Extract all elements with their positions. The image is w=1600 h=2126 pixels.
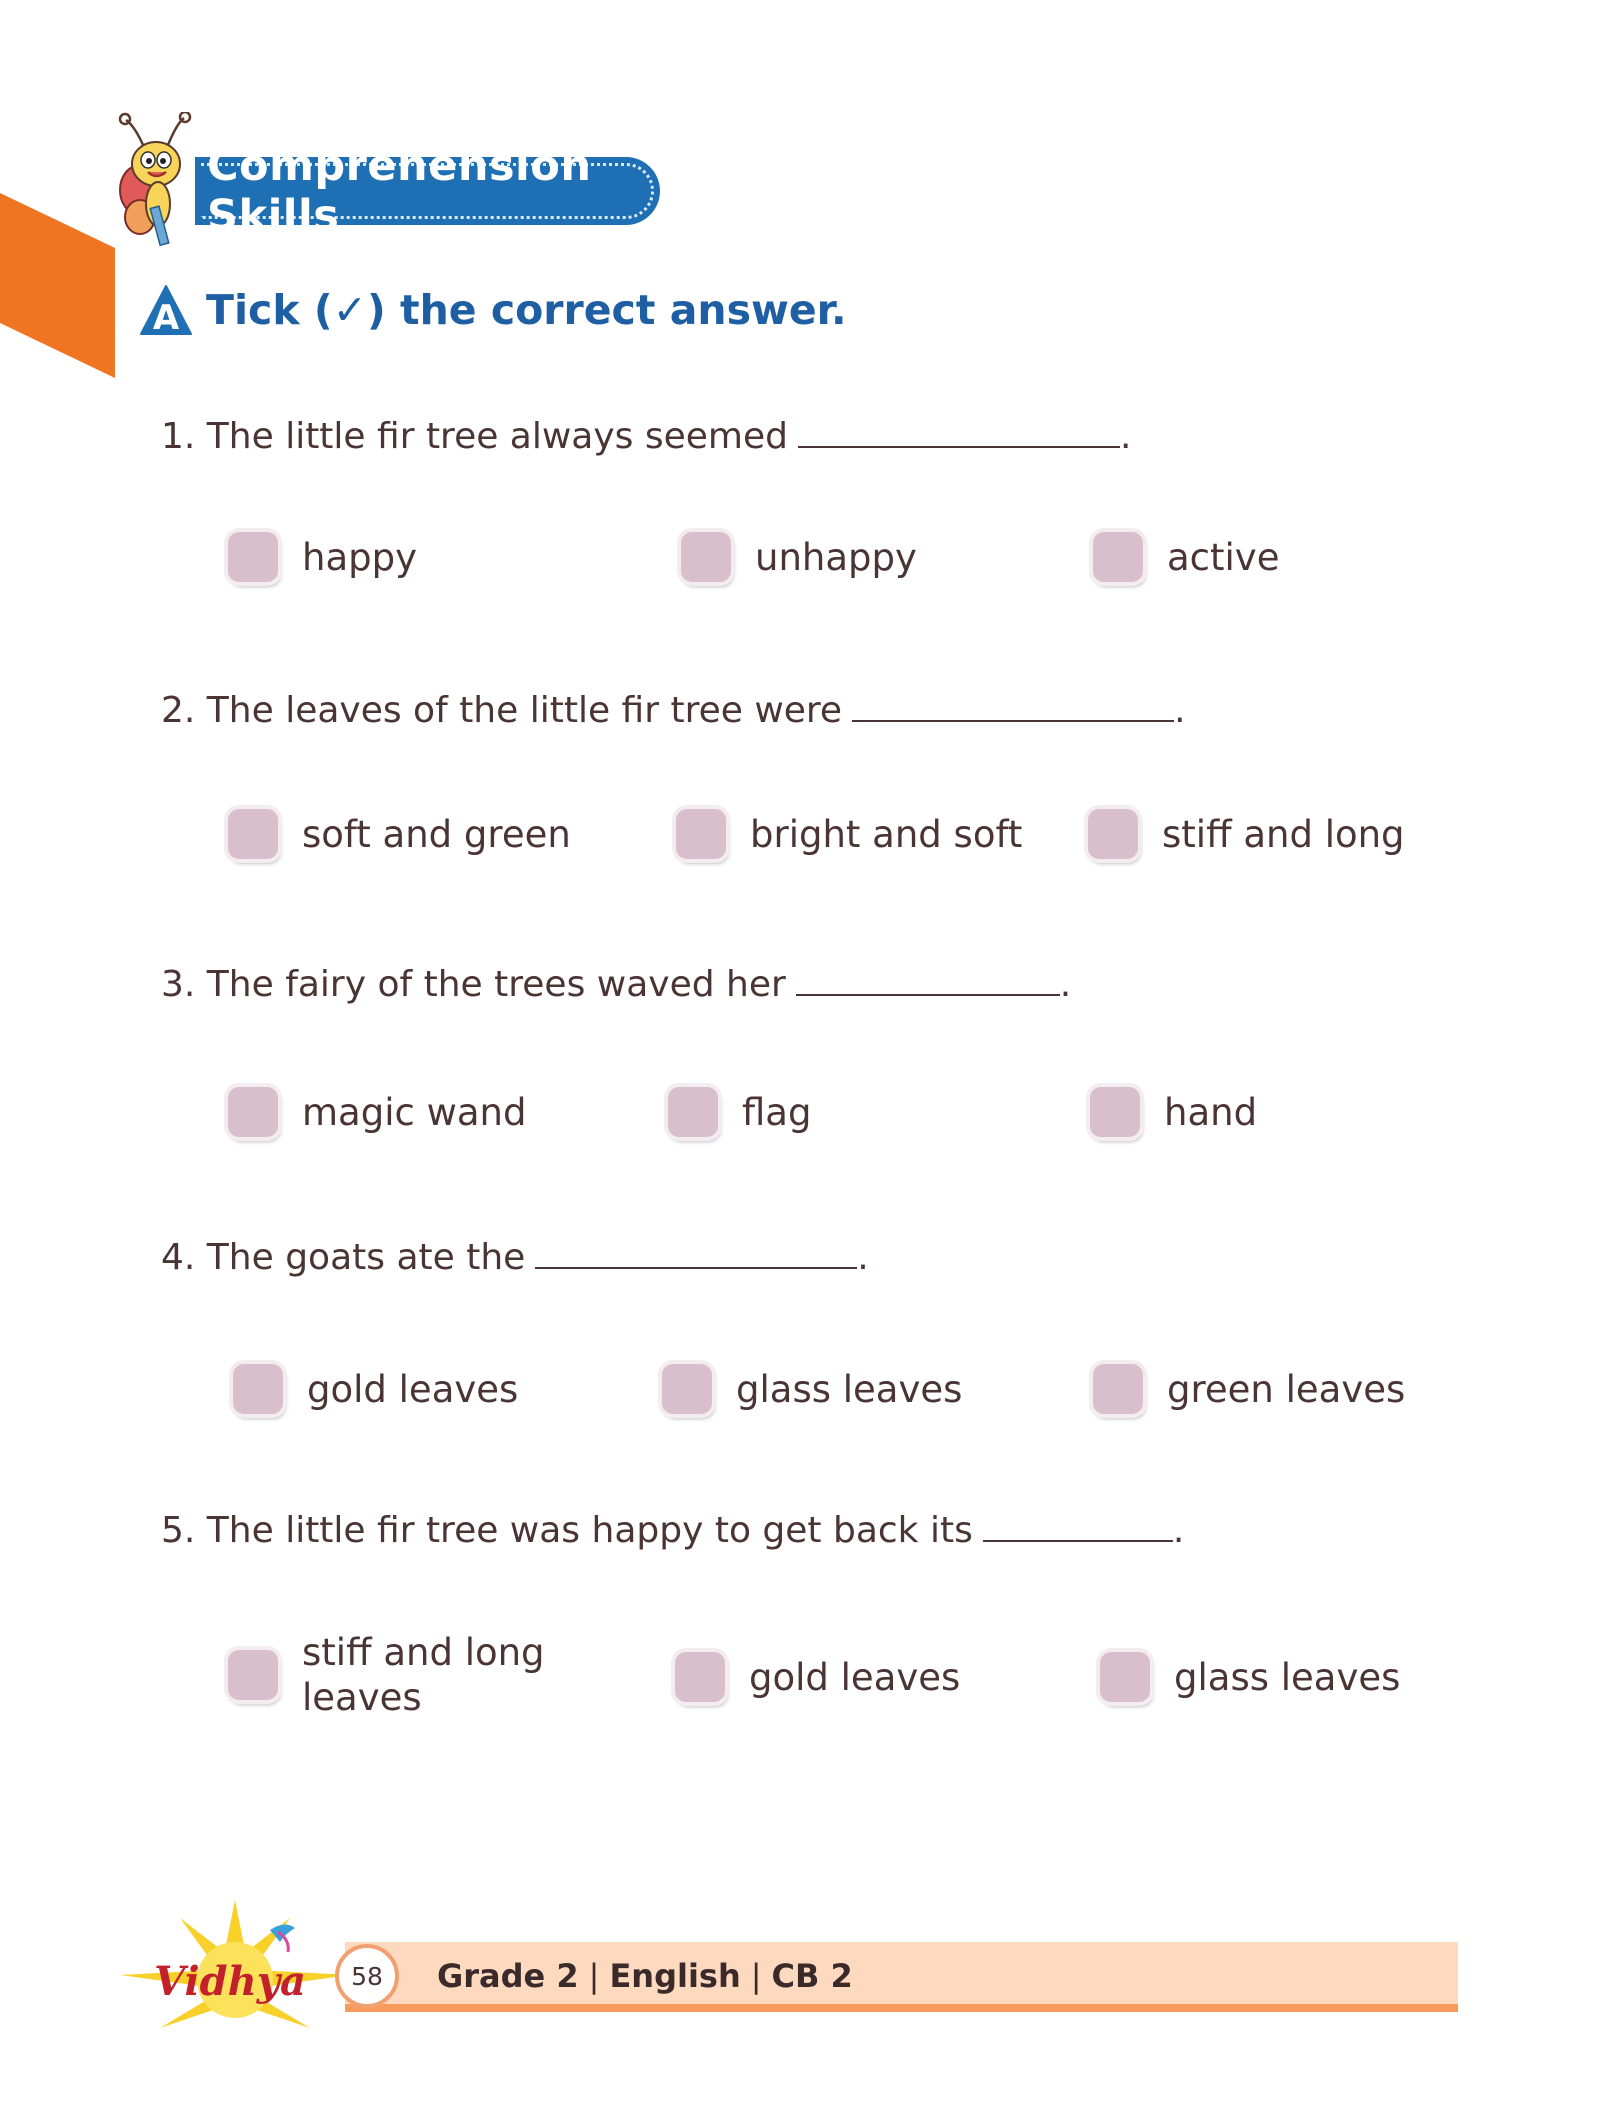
option-label: unhappy — [755, 535, 917, 579]
option-label: gold leaves — [307, 1367, 519, 1411]
option-item[interactable] — [1093, 1364, 1405, 1414]
option-item[interactable] — [676, 809, 1022, 859]
checkbox[interactable] — [1088, 809, 1138, 859]
option-label: bright and soft — [750, 812, 1023, 856]
option-label: soft and green — [302, 812, 571, 856]
instruction-text: Tick (✓) the correct answer. — [206, 286, 847, 334]
question-1: 1. The little fir tree always seemed . — [161, 416, 1132, 457]
option-item[interactable] — [228, 1087, 526, 1137]
question-5: 5. The little fir tree was happy to get back its . — [161, 1510, 1185, 1551]
option-item[interactable] — [668, 1087, 811, 1137]
option-item[interactable] — [675, 1652, 960, 1702]
question-2: 2. The leaves of the little fir tree were . — [161, 690, 1186, 731]
option-item[interactable] — [228, 809, 571, 859]
question-3: 3. The fairy of the trees waved her . — [161, 964, 1072, 1005]
answer-blank — [798, 416, 1120, 448]
option-label: happy — [302, 535, 417, 579]
answer-blank — [983, 1510, 1173, 1542]
question-text: 5. The little fir tree was happy to get back its — [161, 1510, 973, 1551]
checkbox[interactable] — [681, 532, 731, 582]
section-a-heading — [138, 283, 847, 337]
option-label: hand — [1164, 1090, 1258, 1134]
footer-book-info — [437, 1957, 853, 1995]
checkbox[interactable] — [1090, 1087, 1140, 1137]
checkbox[interactable] — [228, 1650, 278, 1700]
checkbox[interactable] — [228, 532, 278, 582]
checkbox[interactable] — [676, 809, 726, 859]
option-item[interactable] — [233, 1364, 518, 1414]
question-text: 4. The goats ate the — [161, 1237, 526, 1278]
option-label: stiff and long leaves — [302, 1631, 545, 1719]
checkbox[interactable] — [233, 1364, 283, 1414]
option-label: gold leaves — [749, 1655, 961, 1699]
checkbox[interactable] — [675, 1652, 725, 1702]
checkbox[interactable] — [668, 1087, 718, 1137]
book-label: CB 2 — [771, 1957, 853, 1995]
option-label: green leaves — [1167, 1367, 1406, 1411]
option-label: flag — [742, 1090, 812, 1134]
orange-side-tab — [0, 193, 115, 378]
option-item[interactable] — [1093, 532, 1279, 582]
separator: | — [750, 1957, 762, 1995]
section-letter-a-icon — [138, 283, 194, 337]
section-letter: A — [152, 298, 180, 337]
answer-blank — [852, 690, 1174, 722]
option-item[interactable] — [228, 532, 417, 582]
option-item[interactable] — [228, 1630, 562, 1720]
question-text: 3. The fairy of the trees waved her — [161, 964, 786, 1005]
answer-blank — [796, 964, 1060, 996]
vidhya-logo-icon — [120, 1900, 350, 2040]
checkbox[interactable] — [1093, 532, 1143, 582]
checkbox[interactable] — [662, 1364, 712, 1414]
separator: | — [588, 1957, 600, 1995]
option-item[interactable] — [1088, 809, 1405, 859]
option-item[interactable] — [662, 1364, 962, 1414]
option-label: glass leaves — [1174, 1655, 1401, 1699]
option-label: active — [1167, 535, 1280, 579]
grade-label: Grade 2 — [437, 1957, 579, 1995]
checkbox[interactable] — [228, 1087, 278, 1137]
question-text: 1. The little fir tree always seemed — [161, 416, 788, 457]
option-item[interactable] — [1100, 1652, 1400, 1702]
checkbox[interactable] — [228, 809, 278, 859]
checkbox[interactable] — [1100, 1652, 1150, 1702]
page-number-badge — [335, 1944, 399, 2008]
checkbox[interactable] — [1093, 1364, 1143, 1414]
banner-title: Comprehension Skills — [207, 141, 592, 241]
answer-blank — [535, 1237, 857, 1269]
subject-label: English — [609, 1957, 741, 1995]
option-label: glass leaves — [736, 1367, 963, 1411]
page-number: 58 — [351, 1961, 383, 1991]
option-item[interactable] — [1090, 1087, 1257, 1137]
option-item[interactable] — [681, 532, 917, 582]
section-banner — [195, 141, 660, 241]
option-label: stiff and long — [1162, 812, 1405, 856]
question-4: 4. The goats ate the . — [161, 1237, 869, 1278]
option-label: magic wand — [302, 1090, 527, 1134]
question-text: 2. The leaves of the little fir tree were — [161, 690, 843, 731]
logo-text: Vidhya — [154, 1958, 306, 2005]
